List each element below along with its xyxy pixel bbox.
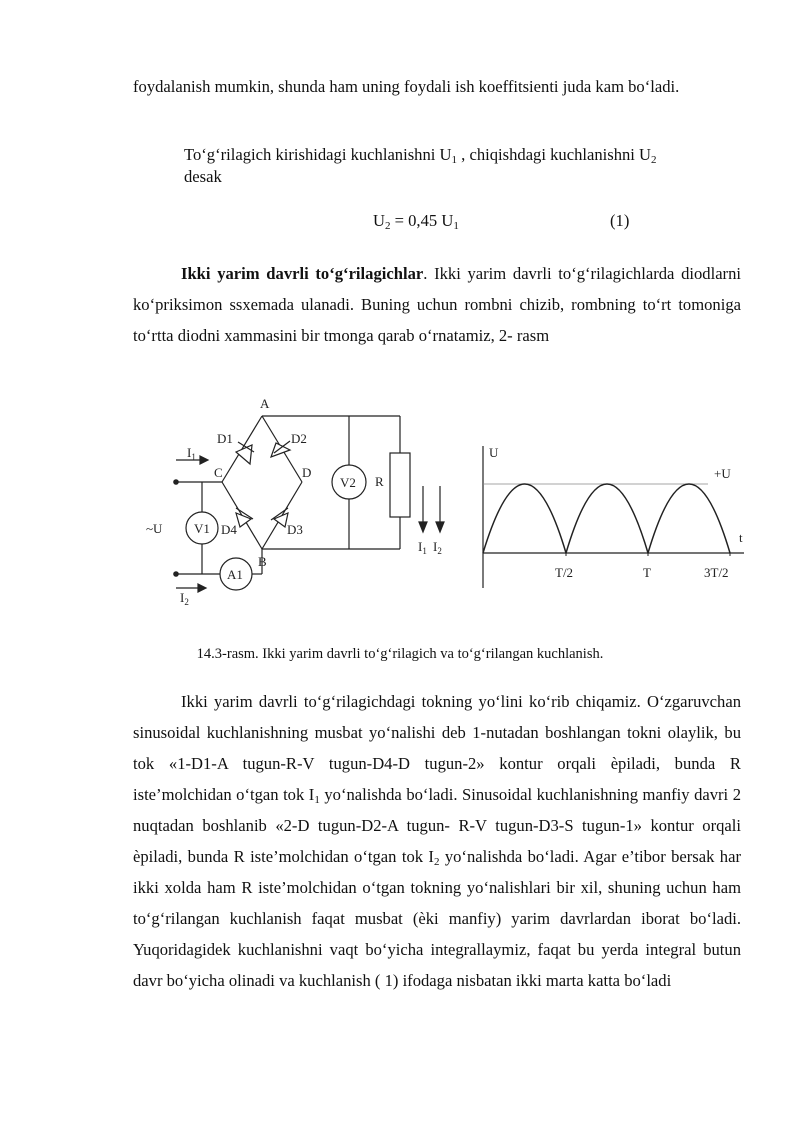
rectified-voltage-graph bbox=[483, 445, 744, 588]
diode-d4-label: D4 bbox=[221, 522, 237, 537]
equation: $U_2 = 0,45$ $U_1$ bbox=[373, 211, 459, 232]
equation-number: (1) bbox=[610, 211, 630, 230]
node-b-label: B bbox=[258, 554, 267, 569]
rectifier-figure bbox=[0, 390, 800, 620]
diode-d2-label: D2 bbox=[291, 431, 307, 446]
diode-d3-label: D3 bbox=[287, 522, 303, 537]
tick-period: T bbox=[643, 565, 651, 580]
x-axis-label: t bbox=[739, 530, 743, 545]
current-i1-input-label: $I_1$ bbox=[187, 445, 196, 462]
paragraph-current-path: Ikki yarim davrli to‘g‘rilagichdagi tokning yo‘lini ko‘rib chiqamiz. O‘zgaruvchan sinusoidal kuchlanishning musbat yo‘nalishi deb 1-nutadan boshlangan tokni olaylik, bu tok «1-D1-A tugun-R-V tugun-D4-D tugun-2» kontur orqali èpiladi, bunda R iste’molchidan o‘tgan tok $I_1$ yo‘nalishda bo‘ladi. Sinusoidal kuchlanishning manfiy davri 2 nuqtadan boshlanib «2-D tugun-D2-A tugun- R-V tugun-D3-S tugun-1» kontur orqali èpiladi, bunda R iste’molchidan o‘tgan tok $I_2$ yo‘nalishda bo‘ladi. Agar e’tibor bersak har ikki xolda ham R iste’molchidan o‘tgan tokning yo‘nalishlari bir xil, shuning uchun ham to‘g‘rilangan kuchlanish faqat musbat (èki manfiy) yarim davrlardan iborat bo‘ladi. Yuqoridagidek kuchlanishni vaqt bo‘yicha integrallaymiz, faqat bu yerda integral butun davr bo‘yicha olinadi va kuchlanish ( 1) ifodaga nisbatan ikki marta katta bo‘ladi bbox=[133, 692, 741, 990]
paragraph-continuation: foydalanish mumkin, shunda ham uning foydali ish koeffitsienti juda kam bo‘ladi. bbox=[133, 77, 680, 96]
current-i2-output-label: $I_2$ bbox=[433, 539, 442, 556]
diode-d1-label: D1 bbox=[217, 431, 233, 446]
intro-line: To‘g‘rilagich kirishidagi kuchlanishni $U_1$ , chiqishdagi kuchlanishni $U_2$ bbox=[184, 145, 657, 166]
ammeter-a1-label: A1 bbox=[227, 567, 243, 582]
source-label: ~U bbox=[146, 521, 163, 536]
voltmeter-v2-label: V2 bbox=[340, 475, 356, 490]
level-label: +U bbox=[714, 466, 731, 481]
figure-caption: 14.3-rasm. Ikki yarim davrli to‘g‘rilagich va to‘g‘rilangan kuchlanish. bbox=[196, 646, 604, 662]
tick-three-half-period: 3T/2 bbox=[704, 565, 729, 580]
current-i2-input-label: $I_2$ bbox=[180, 590, 189, 607]
paragraph-full-wave: Ikki yarim davrli to‘g‘rilagichlar. Ikki yarim davrli to‘g‘rilagichlarda diodlarni ko‘priksimon ssxemada ulanadi. Buning uchun rombni chizib, rombning to‘rt tomoniga to‘rtta diodni xammasini bir tmonga qarab o‘rnatamiz, 2- rasm bbox=[133, 264, 741, 345]
intro-line-2: desak bbox=[184, 167, 222, 186]
node-c-label: C bbox=[214, 465, 223, 480]
resistor-r-label: R bbox=[375, 474, 384, 489]
terminal-dots bbox=[173, 479, 179, 577]
voltmeter-v1-label: V1 bbox=[194, 521, 210, 536]
section-heading: Ikki yarim davrli to‘g‘rilagichlar bbox=[181, 264, 424, 283]
tick-half-period: T/2 bbox=[555, 565, 574, 580]
node-a-label: A bbox=[260, 396, 270, 411]
y-axis-label: U bbox=[489, 445, 499, 460]
node-d-label: D bbox=[302, 465, 312, 480]
rectified-waveform bbox=[483, 484, 730, 553]
current-i1-output-label: $I_1$ bbox=[418, 539, 427, 556]
